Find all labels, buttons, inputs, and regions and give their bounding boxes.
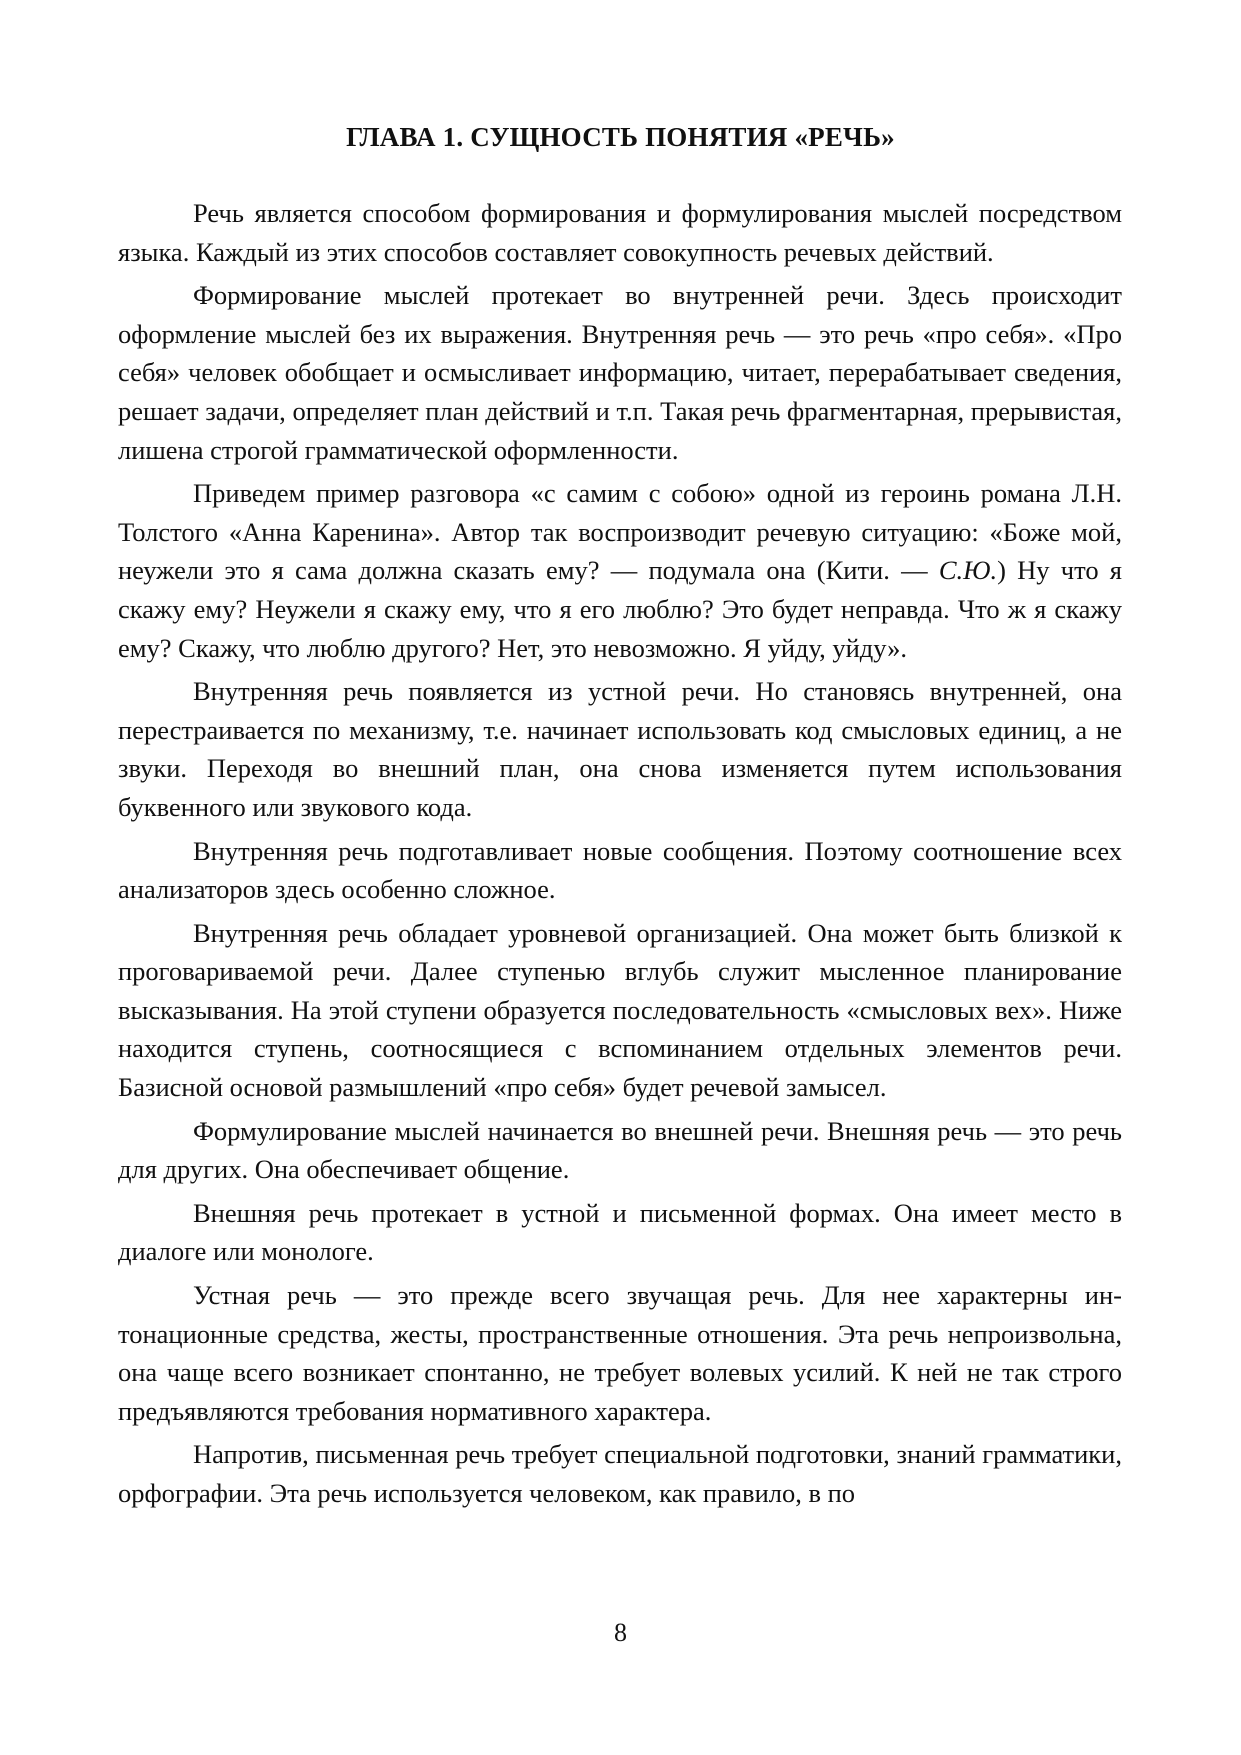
paragraph: Внутренняя речь подготавливает новые сообщения. Поэтому соотношение всех анализаторов здесь особенно сложное. [118, 835, 1122, 905]
chapter-title: ГЛАВА 1. СУЩНОСТЬ ПОНЯТИЯ «РЕЧЬ» [346, 122, 895, 152]
author-initials: С.Ю. [938, 555, 998, 586]
paragraph-quote-end: ) Ну что я скажу ему? Неужели я скажу ему, что я его люблю? Это будет неправда. Что ж я скажу ему? Скажу, что люблю другого? Нет, это невозможно. Я уйду, уйду». [118, 555, 1122, 663]
paragraph: Внешняя речь протекает в устной и письменной формах. Она имеет место в диалоге или монологе. [118, 1197, 1122, 1267]
paragraph: Формулирование мыслей начинается во внешней речи. Внешняя речь — это речь для других. Она обеспечивает общение. [118, 1115, 1122, 1185]
page-number: 8 [614, 1618, 627, 1647]
paragraph: Внутренняя речь обладает уровневой организацией. Она может быть близкой к проговариваемой речи. Далее ступенью вглубь служит мысленное планирование высказывания. На этой ступени образуется последовательность «смысловых вех». Ниже находится ступень, соотносящиеся с вспоминанием отдельных элементов речи. Базисной основой размышлений «про себя» будет речевой замысел. [118, 917, 1122, 1103]
paragraph-quote-start: Приведем пример разговора «с самим с собою» одной из героинь романа Л.Н. Толстого «Анна Каренина». Автор так воспроизводит речевую ситуацию: «Боже мой, неужели это я сама должна сказать ему? — подумала она (Кити. — [118, 478, 1122, 586]
paragraph: Внутренняя речь появляется из устной речи. Но становясь внутренней, она перестраивается по механизму, т.е. начинает использовать код смысловых единиц, а не звуки. Переходя во внешний план, она снова изменяется путем использования буквенного или звукового кода. [118, 676, 1122, 822]
paragraph: Устная речь — это прежде всего звучащая речь. Для нее характерны интонационные средства, жесты, пространственные отношения. Эта речь непроизвольна, она чаще всего возникает спонтанно, не требует волевых усилий. К ней не так строго предъявляются требования нормативного характера. [118, 1280, 1122, 1426]
paragraph: Напротив, письменная речь требует специальной подготовки, знаний грамматики, орфографии. Эта речь используется человеком, как правило, в по [118, 1439, 1122, 1508]
paragraph: Речь является способом формирования и формулирования мыслей посредством языка. Каждый из этих способов составляет совокупность речевых действий. [118, 198, 1122, 267]
body-text [118, 194, 1122, 1518]
paragraph-quote [118, 474, 1122, 667]
paragraph: Формирование мыслей протекает во внутренней речи. Здесь происходит оформление мыслей без их выражения. Внутренняя речь — это речь «про себя». «Про себя» человек обобщает и осмысливает информацию, читает, перерабатывает сведения, решает задачи, определяет план действий и т.п. Такая речь фрагментарная, прерывистая, лишена строгой грамматической оформленности. [118, 280, 1122, 465]
